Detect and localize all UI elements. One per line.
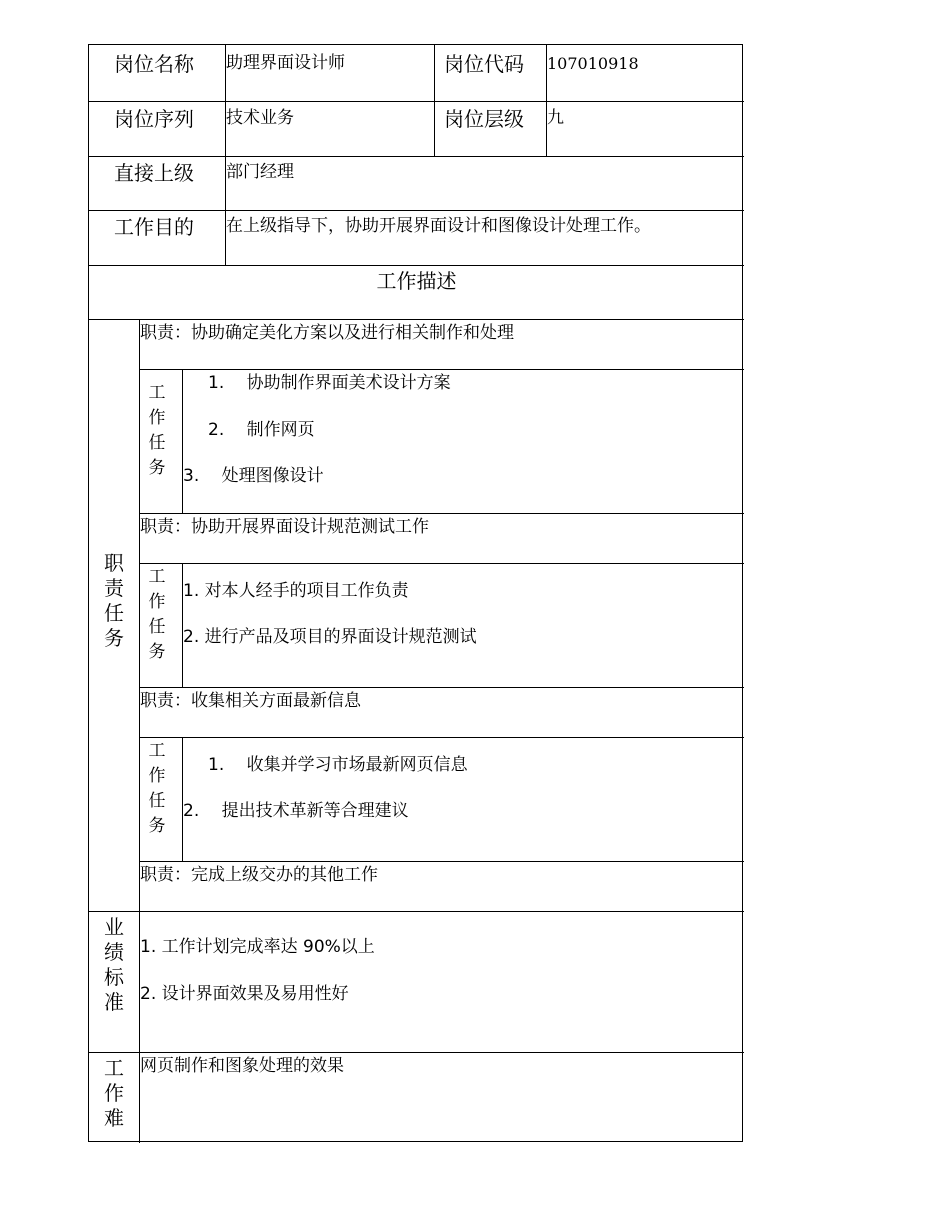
row-divider xyxy=(140,369,744,370)
level-value: 九 xyxy=(547,108,564,128)
task-label: 工 作 任 务 xyxy=(148,741,166,836)
row-divider xyxy=(89,1052,744,1053)
row-divider xyxy=(89,101,744,102)
sequence-label: 岗位序列 xyxy=(114,107,194,131)
column-divider xyxy=(182,737,183,861)
duty-title: 职责：协助开展界面设计规范测试工作 xyxy=(140,517,429,537)
position-name-value: 助理界面设计师 xyxy=(226,53,345,73)
duties-label: 职 责 任 务 xyxy=(104,551,124,650)
job-description-table xyxy=(88,44,743,1142)
position-code-value: 107010918 xyxy=(547,54,639,73)
duty-title: 职责：收集相关方面最新信息 xyxy=(140,691,361,711)
task-item: 1. 收集并学习市场最新网页信息 xyxy=(208,755,468,775)
row-divider xyxy=(140,737,744,738)
level-label: 岗位层级 xyxy=(444,107,524,131)
purpose-label: 工作目的 xyxy=(114,215,194,239)
task-item: 2. 提出技术革新等合理建议 xyxy=(183,801,409,821)
performance-item: 1. 工作计划完成率达 90%以上 xyxy=(140,937,375,957)
column-divider xyxy=(139,319,140,1143)
superior-label: 直接上级 xyxy=(114,161,194,185)
task-item: 3. 处理图像设计 xyxy=(183,466,324,486)
performance-item: 2. 设计界面效果及易用性好 xyxy=(140,984,349,1004)
row-divider xyxy=(140,687,744,688)
task-label: 工 作 任 务 xyxy=(148,567,166,662)
duty-title: 职责：完成上级交办的其他工作 xyxy=(140,865,378,885)
duty-title: 职责：协助确定美化方案以及进行相关制作和处理 xyxy=(140,323,514,343)
task-label: 工 作 任 务 xyxy=(148,383,166,478)
row-divider xyxy=(89,911,744,912)
row-divider xyxy=(140,563,744,564)
sequence-value: 技术业务 xyxy=(226,108,294,128)
row-divider xyxy=(89,319,744,320)
description-title: 工作描述 xyxy=(376,269,457,293)
position-name-label: 岗位名称 xyxy=(114,52,194,76)
task-item: 2. 进行产品及项目的界面设计规范测试 xyxy=(183,627,477,647)
row-divider xyxy=(89,210,744,211)
task-item: 2. 制作网页 xyxy=(208,420,315,440)
column-divider xyxy=(434,45,435,156)
performance-label: 业 绩 标 准 xyxy=(104,915,124,1014)
row-divider xyxy=(89,265,744,266)
difficulty-label: 工 作 难 xyxy=(104,1056,124,1130)
row-divider xyxy=(89,156,744,157)
superior-value: 部门经理 xyxy=(226,162,294,182)
task-item: 1. 协助制作界面美术设计方案 xyxy=(208,373,451,393)
task-item: 1. 对本人经手的项目工作负责 xyxy=(183,581,409,601)
row-divider xyxy=(140,861,744,862)
purpose-value: 在上级指导下，协助开展界面设计和图像设计处理工作。 xyxy=(226,216,651,236)
difficulty-text: 网页制作和图象处理的效果 xyxy=(140,1056,344,1076)
column-divider xyxy=(182,369,183,513)
position-code-label: 岗位代码 xyxy=(444,52,524,76)
row-divider xyxy=(140,513,744,514)
